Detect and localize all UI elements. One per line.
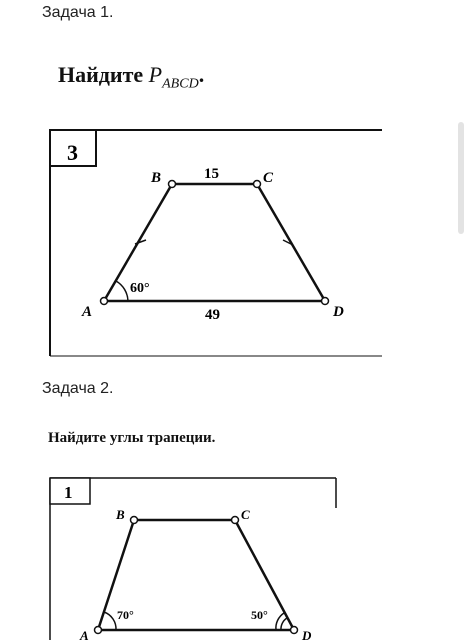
task-1-heading: Задача 1. <box>42 4 114 21</box>
vertex-b-3 <box>169 181 176 188</box>
vertex-a-1 <box>95 627 102 634</box>
label-a-1: A <box>80 628 89 640</box>
figure-3-number: 3 <box>67 140 78 165</box>
label-b-1: B <box>116 507 125 522</box>
label-a-3: A <box>82 304 93 320</box>
vertex-c-3 <box>254 181 261 188</box>
angle-arc-d-1-inner <box>281 618 287 630</box>
label-d-3: D <box>333 304 344 320</box>
vertical-scrollbar[interactable] <box>458 122 464 234</box>
top-base-length-3: 15 <box>204 166 219 182</box>
vertex-b-1 <box>131 517 138 524</box>
vertex-d-1 <box>291 627 298 634</box>
task-1-title-suffix: . <box>198 62 205 87</box>
angle-label-a-3: 60° <box>130 281 150 296</box>
vertex-c-1 <box>232 517 239 524</box>
task-1-title-prefix: Найдите <box>58 62 144 87</box>
angle-label-d-1: 50° <box>251 608 268 622</box>
label-d-1: D <box>302 628 312 640</box>
angle-label-a-1: 70° <box>117 608 134 622</box>
label-c-3: C <box>263 170 274 186</box>
angle-arc-a-1 <box>104 612 116 630</box>
vertex-d-3 <box>322 298 329 305</box>
angle-arc-a-3 <box>116 281 128 301</box>
task-1-title-subscript: ABCD <box>162 76 199 92</box>
bottom-base-length-3: 49 <box>205 307 220 323</box>
figure-1 <box>50 478 336 640</box>
label-c-1: C <box>241 507 250 522</box>
vertex-a-3 <box>101 298 108 305</box>
label-b-3: B <box>151 170 162 186</box>
figure-1-number: 1 <box>64 483 73 502</box>
task-1-title-variable: P <box>148 62 163 87</box>
figure-3 <box>50 130 382 356</box>
task-2-heading: Задача 2. <box>42 380 114 397</box>
task-2-problem-title: Найдите углы трапеции. <box>48 430 216 446</box>
